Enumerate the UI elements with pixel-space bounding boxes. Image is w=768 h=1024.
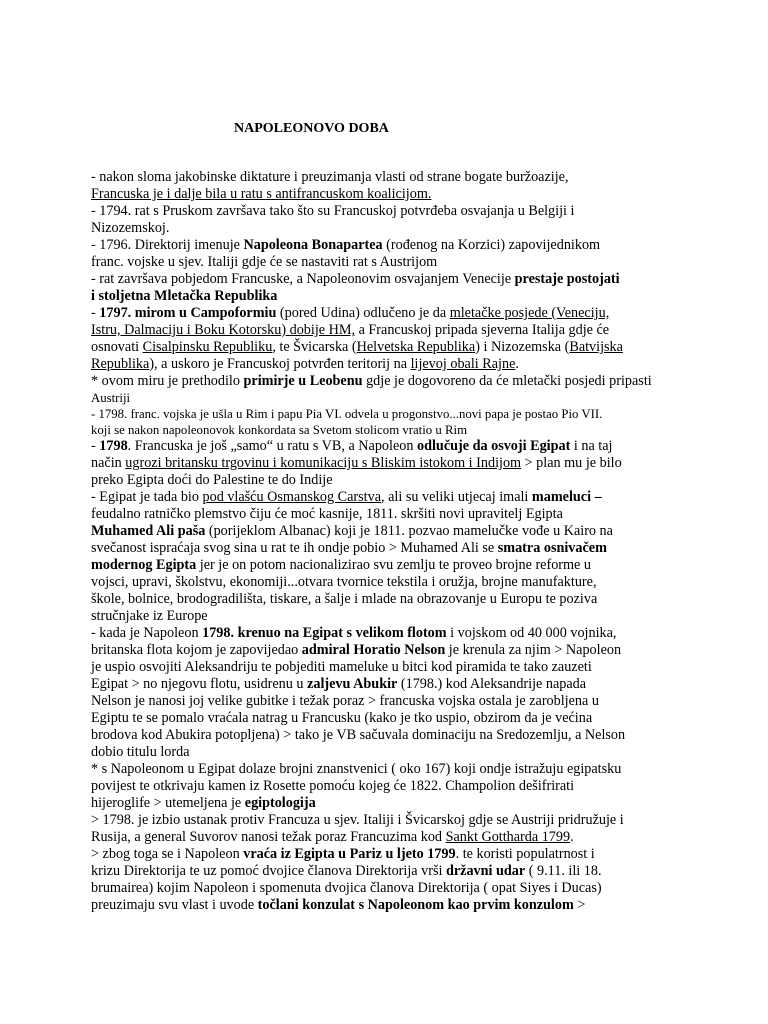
text-segment: koji se nakon napoleonovok konkordata sa Svetom stolicom vratio u Rim bbox=[91, 423, 468, 437]
text-line bbox=[91, 897, 691, 914]
text-line bbox=[91, 557, 691, 574]
text-line bbox=[91, 390, 691, 406]
text-line bbox=[91, 220, 691, 237]
text-segment: - nakon sloma jakobinske diktature i preuzimanja vlasti od strane bogate buržoazije, bbox=[91, 169, 569, 185]
text-segment: . te koristi populatrnost i bbox=[455, 846, 595, 862]
bold-text: 1798. krenuo na Egipat s velikom flotom bbox=[202, 625, 447, 641]
text-segment: a Francuskoj pripada sjeverna Italija gdje će bbox=[355, 322, 610, 338]
text-segment: , te Švicarska ( bbox=[272, 339, 357, 355]
underlined-text: Sankt Gottharda 1799 bbox=[445, 829, 571, 845]
underlined-text: Helvetska Republika bbox=[356, 339, 476, 355]
text-line bbox=[91, 489, 691, 506]
text-line bbox=[91, 608, 691, 625]
text-line bbox=[91, 540, 691, 557]
underlined-text: mletačke posjede (Veneciju, bbox=[449, 305, 610, 321]
bold-text: admiral Horatio Nelson bbox=[301, 642, 446, 658]
text-segment: > 1798. je izbio ustanak protiv Francuza u sjev. Italiji i Švicarskoj gdje se Austriji pridružuje i bbox=[91, 812, 624, 828]
text-line bbox=[91, 744, 691, 761]
text-segment: - bbox=[91, 438, 100, 454]
text-segment: * s Napoleonom u Egipat dolaze brojni znanstvenici ( oko 167) koji ondje istražuju egipatsku bbox=[91, 761, 622, 777]
text-line bbox=[91, 795, 691, 812]
text-segment: . bbox=[515, 356, 519, 372]
text-line bbox=[91, 642, 691, 659]
text-segment: > plan mu je bilo bbox=[521, 455, 622, 471]
text-segment: . Francuska je još „samo“ u ratu s VB, a Napoleon bbox=[127, 438, 417, 454]
bold-text: Muhamed Ali paša bbox=[91, 523, 206, 539]
text-line bbox=[91, 169, 691, 186]
text-segment: ) i Nizozemska ( bbox=[475, 339, 570, 355]
underlined-text: pod vlašću Osmanskog Carstva bbox=[202, 489, 382, 505]
text-segment: gdje je dogovoreno da će mletački posjedi pripasti bbox=[362, 373, 652, 389]
underlined-text: ugrozi britansku trgovinu i komunikaciju s Bliskim istokom i Indijom bbox=[125, 455, 522, 471]
bold-text: državni udar bbox=[445, 863, 526, 879]
text-segment: ), a uskoro je Francuskoj potvrđen teritorij na bbox=[149, 356, 411, 372]
text-segment: (rođenog na Korzici) zapovijednikom bbox=[382, 237, 601, 253]
text-segment: Nizozemskoj. bbox=[91, 220, 170, 236]
text-line bbox=[91, 186, 691, 203]
bold-text: mameluci – bbox=[531, 489, 602, 505]
text-segment: - bbox=[91, 305, 100, 321]
bold-text: 1797. mirom u Campoformiu bbox=[99, 305, 277, 321]
text-line bbox=[91, 523, 691, 540]
text-line bbox=[91, 761, 691, 778]
text-segment: . bbox=[570, 829, 574, 845]
text-line bbox=[91, 271, 691, 288]
underlined-text: Cisalpinsku Republiku bbox=[142, 339, 273, 355]
bold-text: točlani konzulat s Napoleonom kao prvim konzulom bbox=[257, 897, 574, 913]
underlined-text: Istru, Dalmaciju i Boku Kotorsku) dobije HM, bbox=[91, 322, 356, 338]
text-segment: - Egipat je tada bio bbox=[91, 489, 203, 505]
text-line bbox=[91, 339, 691, 356]
text-segment: krizu Direktorija te uz pomoć dvojice članova Direktorija vrši bbox=[91, 863, 446, 879]
text-segment: - 1796. Direktorij imenuje bbox=[91, 237, 244, 253]
page-title: NAPOLEONOVO DOBA bbox=[234, 121, 389, 136]
text-line bbox=[91, 710, 691, 727]
text-line bbox=[91, 322, 691, 339]
text-line bbox=[91, 574, 691, 591]
text-segment: vojsci, upravi, školstvu, ekonomiji...otvara tvornice tekstila i oružja, brojne manufakture, bbox=[91, 574, 597, 590]
text-segment: (pored Udina) odlučeno je da bbox=[276, 305, 450, 321]
bold-text: i stoljetna Mletačka Republika bbox=[91, 288, 278, 304]
bold-text: prestaje postojati bbox=[514, 271, 620, 287]
text-line bbox=[91, 237, 691, 254]
bold-text: zaljevu Abukir bbox=[307, 676, 398, 692]
text-line bbox=[91, 406, 691, 422]
underlined-text: Francuska je i dalje bila u ratu s antifrancuskom koalicijom. bbox=[91, 186, 432, 202]
text-line bbox=[91, 472, 691, 489]
text-segment: i vojskom od 40 000 vojnika, bbox=[446, 625, 617, 641]
text-line bbox=[91, 863, 691, 880]
text-segment: - kada je Napoleon bbox=[91, 625, 203, 641]
text-line bbox=[91, 438, 691, 455]
text-segment: (1798.) kod Aleksandrije napada bbox=[397, 676, 587, 692]
text-line bbox=[91, 422, 691, 438]
text-segment: - 1798. franc. vojska je ušla u Rim i papu Pia VI. odvela u progonstvo...novi papa je postao Pio VII. bbox=[91, 407, 603, 421]
text-segment: je uspio osvojiti Aleksandriju te pobjediti mameluke u bitci kod piramida te tako zauzeti bbox=[91, 659, 592, 675]
bold-text: primirje u Leobenu bbox=[243, 373, 363, 389]
text-segment: Egipat > no njegovu flotu, usidrenu u bbox=[91, 676, 308, 692]
text-segment: Nelson je nanosi joj velike gubitke i težak poraz > francuska vojska ostala je zarobljena u bbox=[91, 693, 599, 709]
text-segment: brumairea) kojim Napoleon i spomenuta dvojica članova Direktorija ( opat Siyes i Ducas) bbox=[91, 880, 602, 896]
text-line bbox=[91, 659, 691, 676]
text-segment: brodova kod Abukira potopljena) > tako je VB sačuvala dominaciju na Sredozemlju, a Nelson bbox=[91, 727, 626, 743]
text-line bbox=[91, 455, 691, 472]
underlined-text: lijevoj obali Rajne bbox=[410, 356, 516, 372]
text-segment: > bbox=[573, 897, 586, 913]
bold-text: odlučuje da osvoji Egipat bbox=[417, 438, 571, 454]
text-segment: jer je on potom nacionalizirao svu zemlju te proveo brojne reforme u bbox=[196, 557, 591, 573]
bold-text: smatra osnivačem bbox=[497, 540, 607, 556]
text-line bbox=[91, 880, 691, 897]
text-line bbox=[91, 812, 691, 829]
text-line bbox=[91, 254, 691, 271]
text-segment: - rat završava pobjedom Francuske, a Napoleonovim osvajanjem Venecije bbox=[91, 271, 515, 287]
text-segment: franc. vojske u sjev. Italiji gdje će se nastaviti rat s Austrijom bbox=[91, 254, 438, 270]
text-segment: Rusija, a general Suvorov nanosi težak poraz Francuzima kod bbox=[91, 829, 446, 845]
text-segment: je krenula za njim > Napoleon bbox=[445, 642, 622, 658]
text-line bbox=[91, 727, 691, 744]
text-segment: povijest te otkrivaju kamen iz Rosette pomoću kojeg će 1822. Champolion dešifrirati bbox=[91, 778, 575, 794]
text-segment: dobio titulu lorda bbox=[91, 744, 190, 760]
text-segment: osnovati bbox=[91, 339, 143, 355]
text-line bbox=[91, 288, 691, 305]
text-line bbox=[91, 305, 691, 322]
underlined-text: Republika bbox=[91, 356, 150, 372]
bold-text: Napoleona Bonapartea bbox=[243, 237, 383, 253]
text-segment: hijeroglife > utemeljena je bbox=[91, 795, 245, 811]
text-line bbox=[91, 676, 691, 693]
text-segment: > zbog toga se i Napoleon bbox=[91, 846, 244, 862]
text-line bbox=[91, 625, 691, 642]
text-line bbox=[91, 506, 691, 523]
text-segment: način bbox=[91, 455, 126, 471]
underlined-text: Batvijska bbox=[569, 339, 623, 355]
bold-text: 1798 bbox=[99, 438, 128, 454]
text-line bbox=[91, 693, 691, 710]
text-segment: svečanost ispraćaja svog sina u rat te ih ondje pobio > Muhamed Ali se bbox=[91, 540, 498, 556]
text-segment: i na taj bbox=[570, 438, 613, 454]
document-body bbox=[91, 169, 691, 914]
text-segment: * ovom miru je prethodilo bbox=[91, 373, 244, 389]
text-segment: britanska flota kojom je zapovijedao bbox=[91, 642, 302, 658]
text-segment: - 1794. rat s Pruskom završava tako što su Francuskoj potvrđeba osvajanja u Belgiji i bbox=[91, 203, 575, 219]
text-line bbox=[91, 373, 691, 390]
bold-text: vraća iz Egipta u Pariz u ljeto 1799 bbox=[243, 846, 456, 862]
text-segment: preuzimaju svu vlast i uvode bbox=[91, 897, 258, 913]
bold-text: modernog Egipta bbox=[91, 557, 197, 573]
text-segment: Austriji bbox=[91, 391, 131, 405]
bold-text: egiptologija bbox=[244, 795, 316, 811]
text-segment: (porijeklom Albanac) koji je 1811. pozvao mamelučke vođe u Kairo na bbox=[205, 523, 613, 539]
text-line bbox=[91, 203, 691, 220]
text-segment: škole, bolnice, brodogradilišta, tiskare, a šalje i mlade na obrazovanje u Europu te poziva bbox=[91, 591, 598, 607]
text-segment: , ali su veliki utjecaj imali bbox=[381, 489, 532, 505]
text-segment: feudalno ratničko plemstvo čiju će moć kasnije, 1811. skršiti novi upravitelj Egipta bbox=[91, 506, 563, 522]
text-line bbox=[91, 778, 691, 795]
text-segment: preko Egipta doći do Palestine te do Indije bbox=[91, 472, 333, 488]
text-line bbox=[91, 829, 691, 846]
text-line bbox=[91, 356, 691, 373]
text-segment: Egiptu te se pomalo vraćala natrag u Francusku (kako je tko uspio, obzirom da je većina bbox=[91, 710, 593, 726]
text-segment: ( 9.11. ili 18. bbox=[525, 863, 602, 879]
text-line bbox=[91, 591, 691, 608]
text-segment: stručnjake iz Europe bbox=[91, 608, 208, 624]
text-line bbox=[91, 846, 691, 863]
